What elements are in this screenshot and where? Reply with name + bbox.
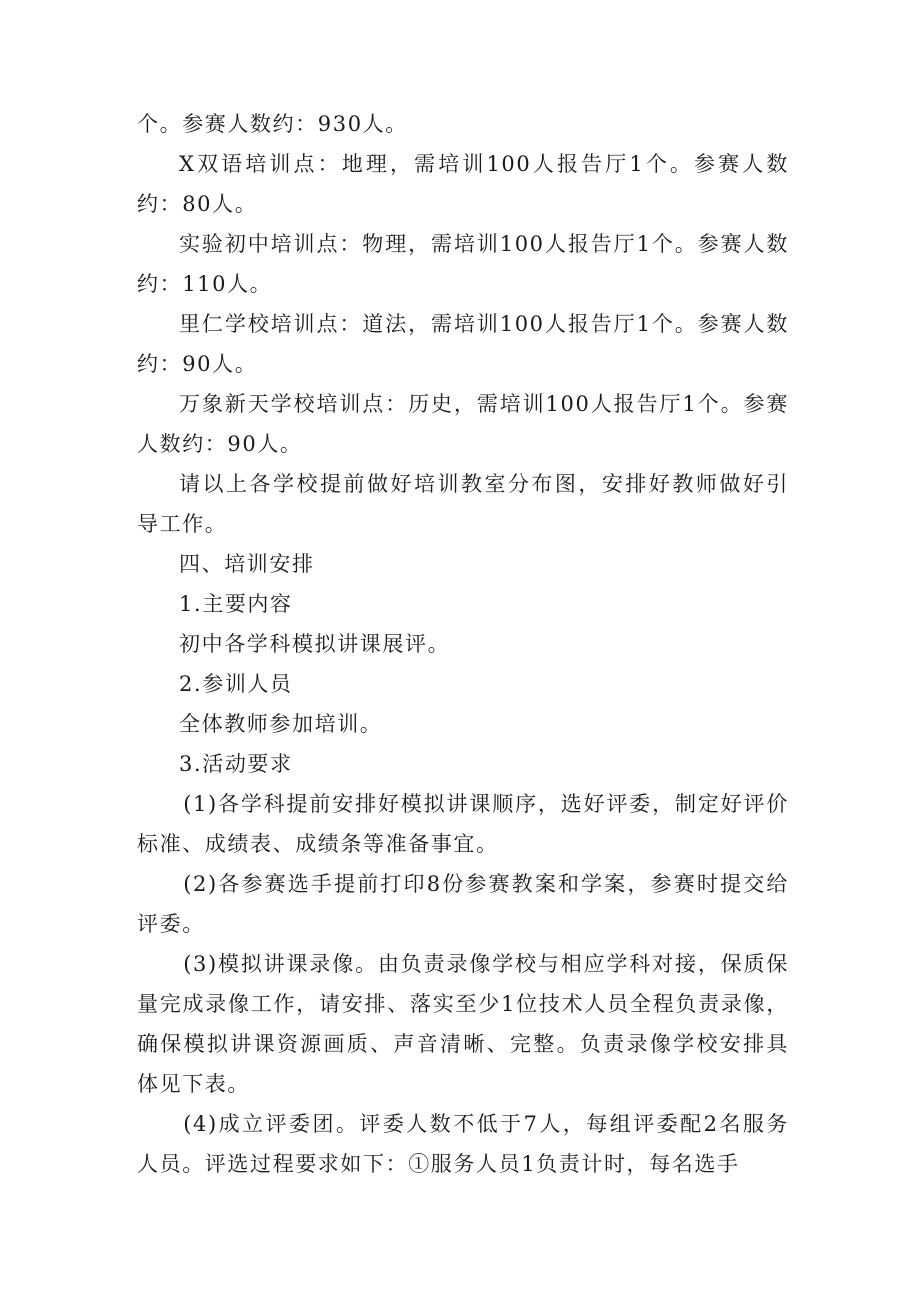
requirement-item-2: (2)各参赛选手提前打印8份参赛教案和学案，参赛时提交给评委。 [137, 872, 789, 936]
section-heading-training-arrangement: 四、培训安排 [179, 552, 315, 576]
requirement-item-3: (3)模拟讲课录像。由负责录像学校与相应学科对接，保质保量完成录像工作，请安排、落实至少1位技术人员全程负责录像，确保模拟讲课资源画质、声音清晰、完整。负责录像学校安排具体见下表。 [137, 952, 789, 1096]
paragraph-classroom-notice: 请以上各学校提前做好培训教室分布图，安排好教师做好引导工作。 [137, 472, 789, 536]
document-body [137, 104, 789, 1184]
paragraph-wanxiang-site: 万象新天学校培训点：历史，需培训100人报告厅1个。参赛人数约：90人。 [137, 392, 789, 456]
paragraph-liren-site: 里仁学校培训点：道法，需培训100人报告厅1个。参赛人数约：90人。 [137, 312, 789, 376]
requirement-item-1: (1)各学科提前安排好模拟讲课顺序，选好评委，制定好评价标准、成绩表、成绩条等准备事宜。 [137, 792, 789, 856]
subheading-participants: 2.参训人员 [179, 672, 293, 696]
paragraph-participants: 全体教师参加培训。 [179, 712, 383, 736]
paragraph-main-content: 初中各学科模拟讲课展评。 [179, 632, 451, 656]
paragraph-bilingual-site: X双语培训点：地理，需培训100人报告厅1个。参赛人数约：80人。 [137, 152, 789, 216]
requirement-item-4: (4)成立评委团。评委人数不低于7人，每组评委配2名服务人员。评选过程要求如下：①服务人员1负责计时，每名选手 [137, 1112, 789, 1176]
subheading-activity-requirements: 3.活动要求 [179, 752, 293, 776]
paragraph-participants-total: 个。参赛人数约：930人。 [137, 112, 408, 136]
subheading-main-content: 1.主要内容 [179, 592, 293, 616]
paragraph-experimental-site: 实验初中培训点：物理，需培训100人报告厅1个。参赛人数约：110人。 [137, 232, 789, 296]
